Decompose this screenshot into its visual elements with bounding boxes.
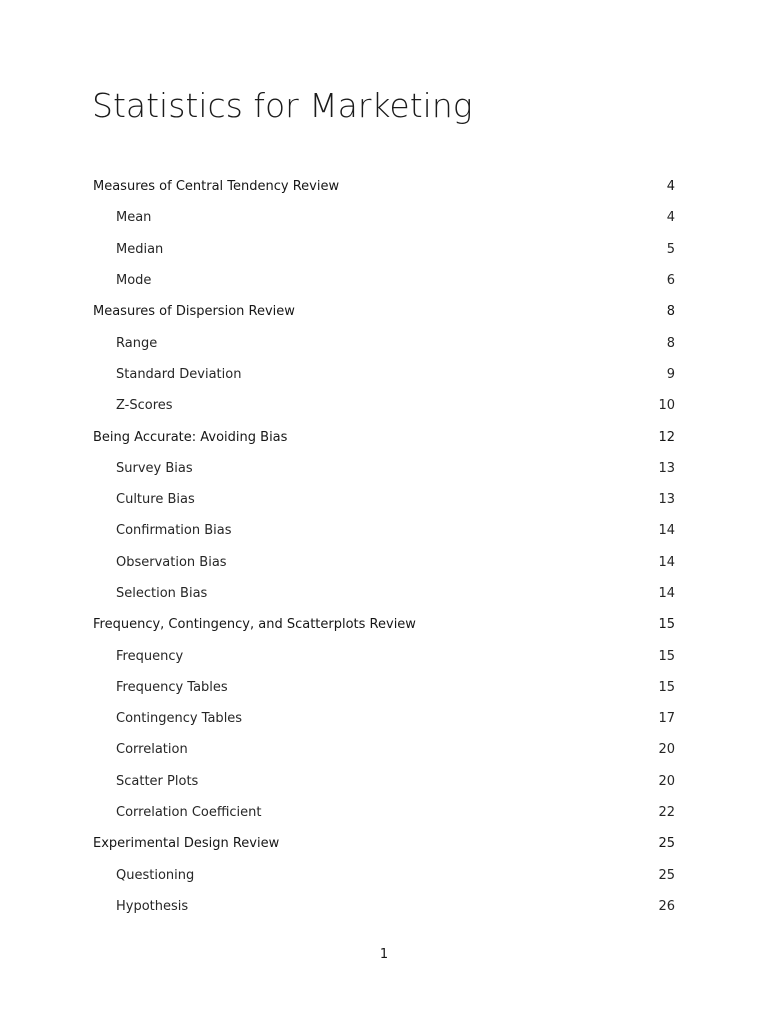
toc-entry[interactable] [93,797,675,828]
toc-entry-page: 15 [658,648,675,664]
toc-entry[interactable] [93,515,675,546]
toc-entry-label: Observation Bias [116,554,227,570]
toc-entry-page: 6 [666,273,675,289]
toc-entry[interactable] [93,766,675,797]
toc-entry-page: 15 [658,617,675,633]
toc-entry-label: Range [116,335,158,351]
toc-entry-page: 25 [658,867,675,883]
toc-entry[interactable] [93,640,675,671]
toc-entry[interactable] [93,484,675,515]
toc-entry-page: 22 [658,805,675,821]
toc-entry[interactable] [93,359,675,390]
toc-entry-label: Measures of Dispersion Review [93,304,295,320]
toc-entry-label: Contingency Tables [116,711,243,727]
toc-entry[interactable] [93,609,675,640]
toc-entry[interactable] [93,672,675,703]
toc-entry-page: 13 [658,492,675,508]
toc-entry[interactable] [93,265,675,296]
toc-entry-page: 17 [658,711,675,727]
toc-entry-page: 12 [658,429,675,445]
toc-entry-label: Hypothesis [116,898,189,914]
toc-entry[interactable] [93,578,675,609]
toc-entry-label: Measures of Central Tendency Review [93,179,340,195]
toc-entry-page: 14 [658,586,675,601]
table-of-contents [93,171,675,922]
toc-entry[interactable] [93,891,675,922]
toc-entry[interactable] [93,828,675,859]
toc-entry-page: 25 [658,836,675,852]
toc-entry[interactable] [93,421,675,452]
toc-entry-label: Scatter Plots [116,773,199,789]
toc-entry-label: Experimental Design Review [93,836,280,852]
toc-entry-page: 13 [658,460,675,476]
toc-entry[interactable] [93,547,675,578]
toc-entry-page: 14 [658,554,675,570]
page-title: Statistics for Marketing [92,86,473,125]
toc-entry[interactable] [93,390,675,421]
toc-entry-label: Selection Bias [116,586,208,601]
toc-entry-label: Being Accurate: Avoiding Bias [93,429,288,445]
toc-entry[interactable] [93,296,675,327]
toc-entry-label: Survey Bias [116,460,193,476]
toc-entry[interactable] [93,327,675,358]
toc-entry-page: 5 [666,241,675,257]
toc-entry-label: Mean [116,210,152,226]
toc-entry-page: 9 [666,366,675,382]
toc-entry-label: Standard Deviation [116,366,242,382]
toc-entry[interactable] [93,234,675,265]
toc-entry-label: Mode [116,273,152,289]
toc-entry-page: 4 [666,210,675,226]
toc-entry[interactable] [93,703,675,734]
toc-entry-page: 10 [658,398,675,414]
toc-entry-label: Z-Scores [116,398,173,414]
toc-entry-page: 8 [666,335,675,351]
toc-entry-label: Frequency Tables [116,679,228,695]
toc-entry[interactable] [93,860,675,891]
toc-entry-label: Correlation [116,742,188,758]
toc-entry-page: 26 [658,898,675,914]
toc-entry[interactable] [93,202,675,233]
toc-entry-label: Frequency [116,648,184,664]
toc-entry-label: Frequency, Contingency, and Scatterplots Review [93,617,416,633]
toc-entry-label: Questioning [116,867,195,883]
toc-entry[interactable] [93,734,675,765]
toc-entry-label: Culture Bias [116,492,195,508]
toc-entry-page: 20 [658,742,675,758]
toc-entry-page: 8 [666,304,675,320]
toc-entry-page: 4 [666,179,675,195]
toc-entry-page: 14 [658,523,675,539]
toc-entry-label: Correlation Coefficient [116,805,262,821]
toc-entry-page: 20 [658,773,675,789]
toc-entry[interactable] [93,171,675,202]
toc-entry-label: Median [116,241,164,257]
toc-entry[interactable] [93,453,675,484]
toc-entry-label: Confirmation Bias [116,523,232,539]
toc-entry-page: 15 [658,679,675,695]
page-number: 1 [379,947,389,962]
